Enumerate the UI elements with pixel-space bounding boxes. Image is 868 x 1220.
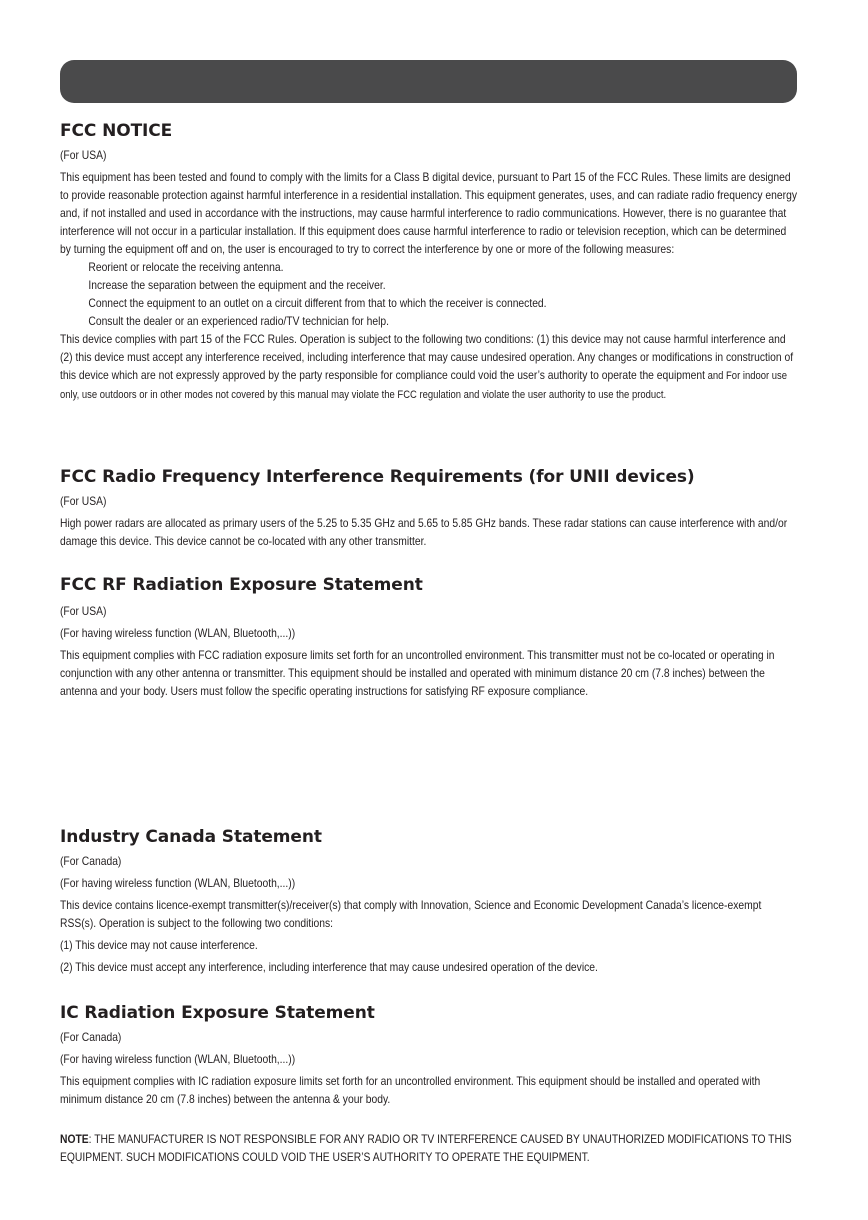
- rf-exposure-section: [60, 574, 800, 700]
- rf-exposure-title: FCC RF Radiation Exposure Statement: [60, 575, 423, 595]
- unii-title: FCC Radio Frequency Interference Requirements (for UNII devices): [60, 467, 695, 487]
- industry-canada-title: Industry Canada Statement: [60, 827, 322, 847]
- measure-item: Connect the equipment to an outlet on a circuit different from that to which the receiver is connected.: [88, 296, 547, 310]
- rf-exposure-region: (For USA): [60, 604, 107, 618]
- ic-exposure-title: IC Radiation Exposure Statement: [60, 1003, 375, 1023]
- ic-exposure-scope: (For having wireless function (WLAN, Bluetooth,...)): [60, 1052, 296, 1066]
- fcc-notice-title: FCC NOTICE: [60, 121, 173, 141]
- industry-canada-condition-1: (1) This device may not cause interference.: [60, 938, 258, 952]
- fcc-notice-paragraph-2-tail: and For indoor use only, use outdoors or in other modes not covered by this manual may violate the FCC regulation and violate the user authority to use the product.: [60, 370, 788, 401]
- unii-paragraph: High power radars are allocated as primary users of the 5.25 to 5.35 GHz and 5.65 to 5.85 GHz bands. These radar stations can cause interference with and/or damage this device. This device cannot be co-located with any other transmitter.: [60, 516, 788, 548]
- ic-exposure-region: (For Canada): [60, 1030, 122, 1044]
- fcc-notice-region: (For USA): [60, 148, 107, 162]
- note-label: NOTE: [60, 1132, 89, 1146]
- measure-item: Consult the dealer or an experienced radio/TV technician for help.: [88, 314, 389, 328]
- fcc-notice-paragraph-2-main: This device complies with part 15 of the FCC Rules. Operation is subject to the following two conditions: (1) this device may not cause harmful interference and (2) this device must accept any interference received, including interference that may cause undesired operation. Any changes or modifications in construction of this device which are not expressly approved by the party responsible for compliance could void the user’s authority to operate the equipment: [60, 332, 794, 382]
- measure-item: Reorient or relocate the receiving antenna.: [88, 260, 284, 274]
- fcc-notice-measures: [60, 258, 800, 330]
- note-section: [60, 1130, 800, 1166]
- note-paragraph: [60, 1130, 798, 1166]
- fcc-notice-section: [60, 120, 800, 404]
- fcc-notice-paragraph-1: This equipment has been tested and found to comply with the limits for a Class B digital device, pursuant to Part 15 of the FCC Rules. These limits are designed to provide reasonable protection against harmful interference in a residential installation. This equipment generates, uses, and can radiate radio frequency energy and, if not installed and used in accordance with the instructions, may cause harmful interference to radio communications. However, there is no guarantee that interference will not occur in a particular installation. If this equipment does cause harmful interference to radio or television reception, which can be determined by turning the equipment off and on, the user is encouraged to try to correct the interference by one or more of the following measures:: [60, 170, 797, 256]
- industry-canada-section: [60, 826, 800, 976]
- measure-item: Increase the separation between the equipment and the receiver.: [88, 278, 386, 292]
- header-bar: [60, 60, 797, 103]
- industry-canada-condition-2: (2) This device must accept any interference, including interference that may cause undesired operation of the device.: [60, 960, 598, 974]
- unii-region: (For USA): [60, 494, 107, 508]
- industry-canada-paragraph: This device contains licence-exempt transmitter(s)/receiver(s) that comply with Innovation, Science and Economic Development Canada’s licence-exempt RSS(s). Operation is subject to the following two conditions:: [60, 898, 762, 930]
- industry-canada-scope: (For having wireless function (WLAN, Bluetooth,...)): [60, 876, 296, 890]
- industry-canada-region: (For Canada): [60, 854, 122, 868]
- rf-exposure-scope: (For having wireless function (WLAN, Bluetooth,...)): [60, 626, 296, 640]
- ic-exposure-paragraph: This equipment complies with IC radiation exposure limits set forth for an uncontrolled environment. This equipment should be installed and operated with minimum distance 20 cm (7.8 inches) between the antenna & your body.: [60, 1074, 761, 1106]
- ic-exposure-section: [60, 1002, 800, 1108]
- note-text: : THE MANUFACTURER IS NOT RESPONSIBLE FOR ANY RADIO OR TV INTERFERENCE CAUSED BY UNAUTHORIZED MODIFICATIONS TO THIS EQUIPMENT. SUCH MODIFICATIONS COULD VOID THE USER’S AUTHORITY TO OPERATE THE EQUIPMENT.: [60, 1132, 792, 1164]
- rf-exposure-paragraph: This equipment complies with FCC radiation exposure limits set forth for an uncontrolled environment. This transmitter must not be co-located or operating in conjunction with any other antenna or transmitter. This equipment should be installed and operated with minimum distance 20 cm (7.8 inches) between the antenna and your body. Users must follow the specific operating instructions for satisfying RF exposure compliance.: [60, 648, 775, 698]
- fcc-notice-paragraph-2: [60, 330, 798, 404]
- unii-section: [60, 466, 800, 550]
